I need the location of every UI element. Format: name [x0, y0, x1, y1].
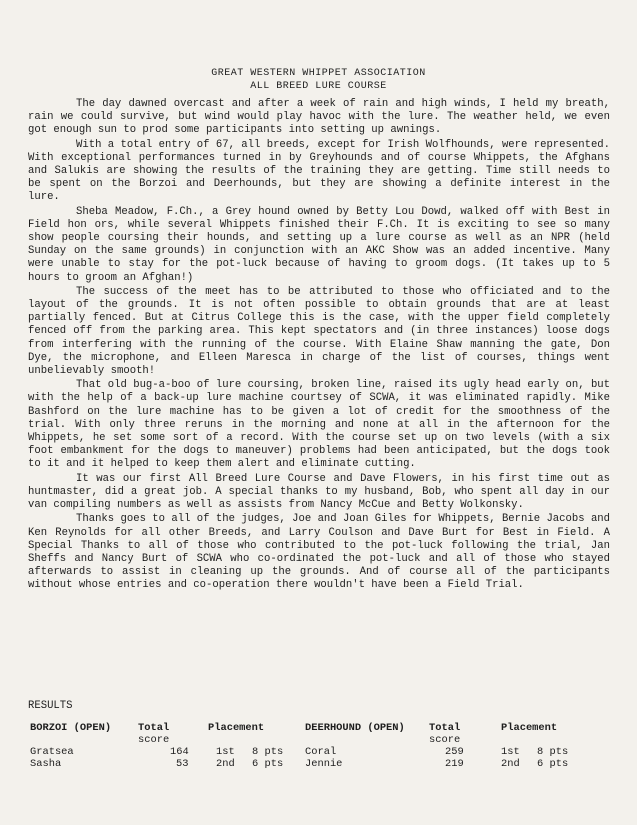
- deerhound-results-table: [305, 722, 605, 770]
- dog-points: 6 pts: [252, 758, 284, 770]
- dog-name: Coral: [305, 746, 337, 758]
- paragraph: With a total entry of 67, all breeds, except for Irish Wolfhounds, were represented. With exceptional performances turned in by Greyhounds and of course Whippets, the Afghans and Salukis are showing the results of the training they are getting. Time still needs to be spent on the Borzoi and Deerhounds, but they are showing a definite interest in the lure.: [28, 138, 611, 204]
- paragraph: Sheba Meadow, F.Ch., a Grey hound owned by Betty Lou Dowd, walked off with Best in Field hon ors, while several Whippets finished their F.Ch. It is exciting to see so many show people coursing their hounds, and setting up a lure course as well as an NPR (held Sunday on the same grounds) in conjunction with an AKC Show was an added incentive. Many were unable to stay for the pot-luck because of having to groom dogs. (It takes up to 5 hours to groom an Afghan!): [28, 205, 610, 284]
- table-row: [305, 758, 605, 770]
- paragraph: That old bug-a-boo of lure coursing, broken line, raised its ugly head early on, but with the help of a back-up lure machine courtsey of SCWA, it was eliminated rapidly. Mike Bashford on the lure machine has to be given a lot of credit for the smoothness of the trial. With only three reruns in the morning and none at all in the afternoon for the Whippets, he set some sort of a record. With the course set up on two levels (with a six foot embankment for the dogs to maneuver) problems had been anticipated, but the dogs took to it and it helped to keep them alert and eliminate cutting.: [28, 379, 611, 471]
- table-subheader: [30, 734, 300, 746]
- article-body: [28, 98, 610, 594]
- dog-score: 53: [176, 758, 189, 770]
- score-column-header: score: [429, 734, 461, 746]
- dog-name: Jennie: [305, 758, 343, 770]
- dog-place: 2nd: [216, 758, 235, 770]
- dog-place: 1st: [501, 746, 520, 758]
- placement-column-header: Placement: [501, 722, 558, 734]
- table-row: [30, 746, 300, 758]
- association-title: GREAT WESTERN WHIPPET ASSOCIATION: [211, 68, 426, 79]
- dog-place: 2nd: [501, 758, 520, 770]
- dog-place: 1st: [216, 746, 235, 758]
- dog-name: Sasha: [30, 758, 62, 770]
- paragraph: The success of the meet has to be attributed to those who officiated and to the layout of the grounds. It is not often possible to obtain grounds that are at least partially fenced. But at Citrus College this is the case, with the upper field completely fenced off from the parking area. This kept spectators and (in three instances) loose dogs from interfering with the running of the course. With Elaine Shaw manning the gate, Don Dye, the microphone, and Elleen Maresca in charge of the list of courses, things went unbelievably smooth!: [28, 285, 610, 378]
- event-title: ALL BREED LURE COURSE: [250, 81, 387, 92]
- paragraph: Thanks goes to all of the judges, Joe and Joan Giles for Whippets, Bernie Jacobs and Ken Reynolds for all other Breeds, and Larry Coulson and Dave Burt for Best in Field. A Special Thanks to all of those who contributed to the pot-luck following the trial, Jan Sheffs and Nancy Burt of SCWA who co-ordinated the pot-luck and all of those who stayed afterwards to assist in cleaning up the grounds. And of course all of the participants without whose entries and co-operation there wouldn't have been a Field Trial.: [28, 513, 611, 592]
- dog-points: 8 pts: [252, 746, 284, 758]
- dog-name: Gratsea: [30, 746, 74, 758]
- paragraph: It was our first All Breed Lure Course and Dave Flowers, in his first time out as huntmaster, did a great job. A special thanks to my husband, Bob, who spent all day in our van compiling numbers as well as assists from Nancy McCue and Betty Wolkonsky.: [28, 472, 610, 512]
- breed-heading: DEERHOUND (OPEN): [305, 722, 405, 734]
- dog-score: 219: [445, 758, 464, 770]
- borzoi-results-table: [30, 722, 300, 770]
- total-column-header: Total: [138, 722, 170, 734]
- results-title: RESULTS: [28, 700, 73, 712]
- table-row: [305, 746, 605, 758]
- total-column-header: Total: [429, 722, 461, 734]
- breed-heading: BORZOI (OPEN): [30, 722, 112, 734]
- dog-score: 164: [170, 746, 189, 758]
- dog-points: 8 pts: [537, 746, 569, 758]
- score-column-header: score: [138, 734, 170, 746]
- table-subheader: [305, 734, 605, 746]
- dog-points: 6 pts: [537, 758, 569, 770]
- table-header: [30, 722, 300, 734]
- table-header: [305, 722, 605, 734]
- table-row: [30, 758, 300, 770]
- dog-score: 259: [445, 746, 464, 758]
- paragraph: The day dawned overcast and after a week of rain and high winds, I held my breath, rain we could survive, but wind would play havoc with the lure. The weather held, we even got enough sun to prod some participants into setting up awnings.: [28, 98, 610, 137]
- placement-column-header: Placement: [208, 722, 265, 734]
